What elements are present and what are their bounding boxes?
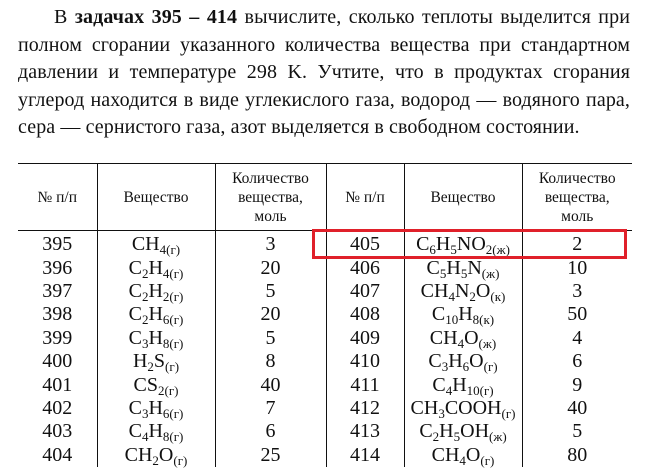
- formula-subscript: 10: [445, 312, 459, 328]
- header-num-left: № п/п: [18, 164, 97, 231]
- formula-text: O: [469, 350, 484, 373]
- formula-subscript: 8(г): [162, 335, 184, 351]
- formula-text: H: [452, 373, 467, 396]
- row-number-right: 405: [326, 231, 404, 257]
- amount-left: 3: [215, 231, 326, 257]
- formula-text: H: [446, 256, 461, 279]
- formula-text: CH: [431, 443, 460, 466]
- substance-formula-left: [97, 280, 215, 303]
- formula-text: O: [158, 443, 174, 466]
- formula-text: COOH: [444, 396, 502, 419]
- substance-formula-right: [404, 420, 522, 443]
- formula-text: S: [153, 350, 166, 373]
- formula-subscript: (г): [501, 405, 516, 421]
- table-header-row: [18, 164, 632, 231]
- formula-subscript: (ж): [478, 335, 497, 351]
- formula-subscript: 4: [141, 429, 149, 445]
- substance-formula-right: [404, 327, 522, 350]
- formula-subscript: (г): [173, 452, 188, 468]
- amount-right: 10: [522, 256, 632, 279]
- row-number-right: 413: [326, 420, 404, 443]
- formula-text: H: [148, 279, 163, 302]
- intro-task-range: задачах 395 – 414: [74, 6, 238, 28]
- amount-right: 3: [522, 280, 632, 303]
- formula-subscript: 3: [441, 359, 449, 375]
- formula-subscript: 10(г): [466, 382, 494, 398]
- formula-text: C: [431, 303, 446, 326]
- formula-subscript: 2: [432, 429, 440, 445]
- substance-formula-left: [97, 397, 215, 420]
- amount-right: 4: [522, 327, 632, 350]
- formula-subscript: (г): [166, 242, 181, 258]
- formula-text: H: [458, 303, 473, 326]
- amount-right: 80: [522, 444, 632, 467]
- substance-formula-right: [404, 231, 522, 257]
- formula-text: C: [128, 326, 142, 349]
- amount-right: 6: [522, 350, 632, 373]
- formula-text: O: [464, 326, 479, 349]
- formula-text: H: [132, 350, 148, 373]
- formula-subscript: (г): [483, 359, 498, 375]
- header-substance-right: Вещество: [404, 164, 522, 231]
- formula-text: H: [448, 350, 463, 373]
- tasks-table: [18, 163, 632, 467]
- amount-right: 2: [522, 231, 632, 257]
- formula-subscript: 2(г): [162, 288, 184, 304]
- intro-prefix: В: [54, 6, 75, 28]
- formula-subscript: 4: [457, 335, 465, 351]
- formula-text: CS: [133, 373, 158, 396]
- row-number-right: 409: [326, 327, 404, 350]
- table-row: [18, 373, 632, 396]
- row-number-left: 399: [42, 326, 73, 349]
- formula-subscript: 4(г): [162, 265, 184, 281]
- formula-subscript: 2: [141, 312, 149, 328]
- substance-formula-right: [404, 280, 522, 303]
- formula-subscript: 2: [469, 288, 476, 304]
- row-number-right: 406: [326, 256, 404, 279]
- header-amount-line3: моль: [254, 207, 287, 225]
- formula-subscript: 2: [141, 288, 149, 304]
- formula-text: C: [416, 233, 430, 256]
- table-row: [18, 350, 632, 373]
- header-amount-left: [215, 164, 326, 231]
- formula-text: C: [428, 350, 442, 373]
- substance-formula-left: [97, 420, 215, 443]
- row-number-left: 400: [42, 350, 73, 373]
- amount-left: 20: [215, 303, 326, 326]
- table-row: [18, 280, 632, 303]
- substance-formula-left: [97, 327, 215, 350]
- table-row: [18, 327, 632, 350]
- formula-subscript: (г): [165, 359, 180, 375]
- amount-right: 40: [522, 397, 632, 420]
- formula-text: NO: [456, 233, 486, 256]
- formula-text: C: [128, 420, 142, 443]
- amount-right: 50: [522, 303, 632, 326]
- substance-formula-left: [97, 231, 215, 257]
- amount-left: 40: [215, 373, 326, 396]
- formula-subscript: 2: [152, 452, 159, 468]
- formula-text: C: [128, 396, 142, 419]
- formula-subscript: 6: [462, 359, 470, 375]
- substance-formula-right: [404, 256, 522, 279]
- formula-subscript: 8(г): [162, 429, 184, 445]
- formula-subscript: 6(г): [162, 312, 184, 328]
- table-row: [18, 231, 632, 257]
- formula-text: C: [426, 256, 440, 279]
- header-amount-line1: Количество: [232, 169, 309, 187]
- formula-subscript: 4: [459, 452, 466, 468]
- formula-subscript: (г): [480, 452, 495, 468]
- formula-subscript: 2: [141, 265, 149, 281]
- formula-subscript: 5: [453, 429, 461, 445]
- amount-left: 25: [215, 444, 326, 467]
- table-row: [18, 444, 632, 467]
- amount-left: 20: [215, 256, 326, 279]
- row-number-left: 403: [42, 420, 73, 443]
- formula-subscript: 8(к): [472, 312, 495, 328]
- formula-subscript: 3: [141, 335, 149, 351]
- substance-formula-left: [97, 256, 215, 279]
- formula-text: C: [128, 256, 142, 279]
- formula-subscript: (к): [490, 288, 506, 304]
- formula-text: OH: [460, 420, 490, 443]
- amount-left: 5: [215, 280, 326, 303]
- amount-left: 8: [215, 350, 326, 373]
- header-num-right: № п/п: [326, 164, 404, 231]
- intro-text: вычислите, сколько теплоты выделится при полном сгорании указанного количества вещества при стандартном давлении и температуре 298 K. Учтите, что в продуктах сгорания углерод находится в виде углекислого газа, водород — водяного пара, сера — сернистого газа, азот выделяется в свободном состоянии.: [18, 6, 630, 138]
- formula-text: O: [465, 443, 481, 466]
- table-row: [18, 303, 632, 326]
- substance-formula-left: [97, 444, 215, 467]
- formula-text: N: [467, 256, 482, 279]
- formula-text: C: [128, 279, 142, 302]
- header-amount-right: [522, 164, 632, 231]
- formula-subscript: (ж): [489, 429, 507, 445]
- table-row: [18, 420, 632, 443]
- amount-right: 5: [522, 420, 632, 443]
- formula-text: H: [148, 326, 163, 349]
- header-amount-line3: моль: [561, 207, 594, 225]
- substance-formula-right: [404, 350, 522, 373]
- formula-subscript: 5: [460, 265, 468, 281]
- header-amount-line2: вещества,: [544, 188, 610, 206]
- header-amount-line2: вещества,: [238, 188, 303, 206]
- formula-subscript: 6(г): [162, 405, 184, 421]
- row-number-left: 398: [42, 303, 73, 326]
- formula-text: H: [148, 420, 163, 443]
- formula-text: N: [454, 279, 470, 302]
- row-number-right: 408: [326, 303, 404, 326]
- row-number-right: 411: [326, 373, 404, 396]
- substance-formula-right: [404, 373, 522, 396]
- substance-formula-right: [404, 303, 522, 326]
- row-number-right: 412: [326, 397, 404, 420]
- formula-subscript: 2(ж): [485, 242, 510, 258]
- amount-right: 9: [522, 373, 632, 396]
- formula-subscript: 3: [438, 405, 445, 421]
- formula-text: C: [432, 373, 446, 396]
- row-number-right: 410: [326, 350, 404, 373]
- substance-formula-left: [97, 350, 215, 373]
- formula-text: CH: [420, 279, 449, 302]
- formula-subscript: 4: [159, 242, 167, 258]
- formula-text: H: [148, 396, 163, 419]
- row-number-right: 407: [326, 280, 404, 303]
- substance-formula-right: [404, 444, 522, 467]
- amount-left: 5: [215, 327, 326, 350]
- formula-text: C: [128, 303, 142, 326]
- formula-text: CH: [124, 443, 153, 466]
- formula-subscript: 5: [450, 242, 457, 258]
- formula-text: C: [419, 420, 433, 443]
- formula-text: H: [439, 420, 454, 443]
- amount-left: 7: [215, 397, 326, 420]
- formula-text: H: [435, 233, 451, 256]
- substance-formula-right: [404, 397, 522, 420]
- formula-text: CH: [410, 396, 439, 419]
- amount-left: 6: [215, 420, 326, 443]
- formula-text: CH: [131, 233, 160, 256]
- formula-text: CH: [429, 326, 458, 349]
- formula-text: H: [148, 256, 163, 279]
- formula-text: H: [148, 303, 163, 326]
- formula-subscript: 6: [429, 242, 436, 258]
- tasks-table-wrapper: [18, 163, 632, 471]
- formula-subscript: 3: [141, 405, 149, 421]
- formula-subscript: 2(г): [157, 382, 179, 398]
- table-body: [18, 231, 632, 467]
- header-substance-left: Вещество: [97, 164, 215, 231]
- row-number-left: 404: [42, 443, 73, 466]
- substance-formula-left: [97, 373, 215, 396]
- row-number-left: 397: [42, 279, 73, 302]
- row-number-right: 414: [326, 444, 404, 467]
- formula-subscript: 2: [147, 359, 154, 375]
- table-row: [18, 256, 632, 279]
- formula-subscript: 4: [448, 288, 455, 304]
- formula-text: O: [475, 279, 491, 302]
- substance-formula-left: [97, 303, 215, 326]
- formula-subscript: (ж): [481, 265, 500, 281]
- formula-subscript: 5: [439, 265, 447, 281]
- task-description: [18, 4, 630, 142]
- row-number-left: 396: [42, 256, 73, 279]
- row-number-left: 401: [42, 373, 73, 396]
- row-number-left: 402: [42, 396, 73, 419]
- header-amount-line1: Количество: [538, 169, 616, 187]
- row-number-left: 395: [42, 233, 73, 256]
- formula-subscript: 4: [445, 382, 453, 398]
- table-row: [18, 397, 632, 420]
